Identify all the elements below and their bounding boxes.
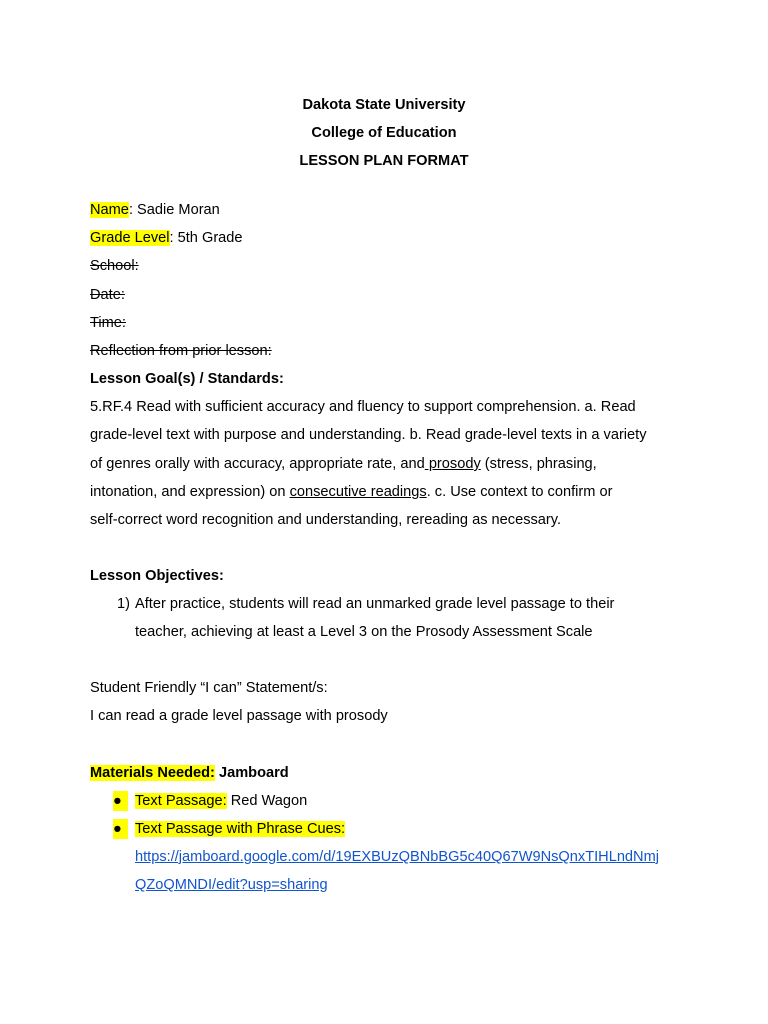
material-phrase-cues [135,819,345,839]
document-header [0,91,768,175]
objective-text-line: After practice, students will read an unmarked grade level passage to their [135,596,615,612]
objective-number: 1) [117,596,130,612]
jamboard-link-line[interactable] [135,847,659,867]
objective-text-line: teacher, achieving at least a Level 3 on the Prosody Assessment Scale [135,624,593,640]
prosody-underlined: prosody [424,456,481,472]
materials-heading [90,763,289,783]
name-field [90,200,220,220]
ican-statement: I can read a grade level passage with prosody [90,708,388,724]
school-field: School: [90,258,139,274]
goals-heading: Lesson Goal(s) / Standards: [90,371,284,387]
grade-level-value: : 5th Grade [169,230,243,246]
goals-text-segment: . c. Use context to confirm or [426,484,613,500]
name-value: : Sadie Moran [128,202,220,218]
reflection-field: Reflection from prior lesson: [90,343,272,359]
lesson-plan-title: LESSON PLAN FORMAT [299,153,469,169]
college-title: College of Education [311,125,457,141]
goals-text-line [90,454,597,474]
objectives-heading: Lesson Objectives: [90,568,224,584]
name-label: Name [90,202,129,218]
goals-text-segment: intonation, and expression) on [90,484,290,500]
grade-level-label: Grade Level [90,230,170,246]
materials-label: Materials Needed: [90,765,215,781]
goals-text-line [90,482,612,502]
bullet-icon: ● [113,791,128,811]
goals-text-line: 5.RF.4 Read with sufficient accuracy and fluency to support comprehension. a. Read [90,399,636,415]
ican-heading: Student Friendly “I can” Statement/s: [90,680,328,696]
jamboard-link[interactable]: QZoQMNDI/edit?usp=sharing [135,877,328,893]
materials-value: Jamboard [214,765,289,781]
jamboard-link[interactable]: https://jamboard.google.com/d/19EXBUzQBNbBG5c40Q67W9NsQnxTIHLndNmj [135,849,659,865]
material-value: Red Wagon [226,793,308,809]
material-label: Text Passage: [135,793,227,809]
grade-level-field [90,228,243,248]
goals-text-line: grade-level text with purpose and understanding. b. Read grade-level texts in a variety [90,427,647,443]
jamboard-link-line[interactable] [135,875,328,895]
goals-text-segment: of genres orally with accuracy, appropriate rate, and [90,456,425,472]
goals-text-segment: (stress, phrasing, [480,456,597,472]
material-text-passage [135,791,307,811]
date-field: Date: [90,287,125,303]
consecutive-readings-underlined: consecutive readings [289,484,427,500]
bullet-icon: ● [113,819,128,839]
university-title: Dakota State University [302,97,466,113]
goals-text-line: self-correct word recognition and understanding, rereading as necessary. [90,512,562,528]
time-field: Time: [90,315,126,331]
material-label: Text Passage with Phrase Cues: [135,821,346,837]
